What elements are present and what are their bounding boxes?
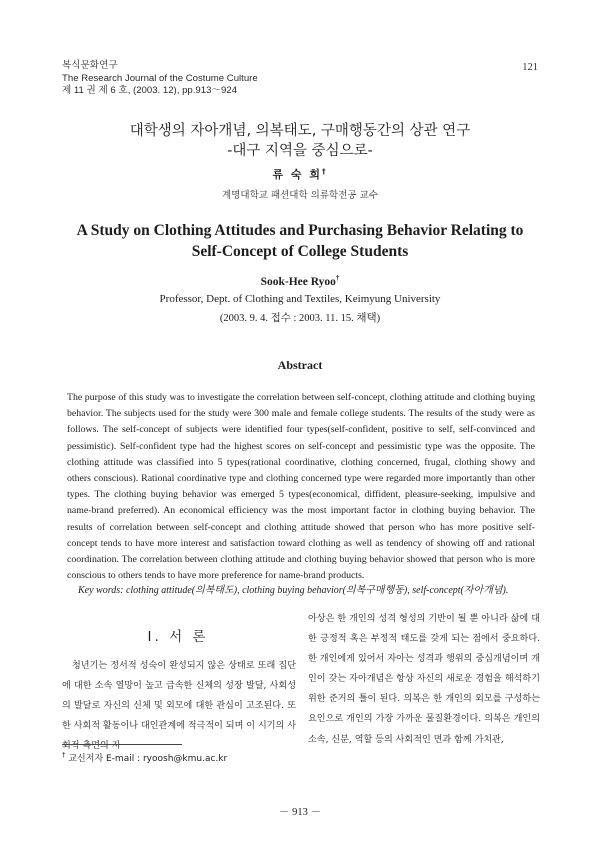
journal-header xyxy=(62,60,258,98)
footnote-divider xyxy=(62,744,182,745)
keywords: Key words: clothing attitude(의복태도), clothing buying behavior(의복구매행동), self-concept(자아개념). xyxy=(78,585,509,596)
abstract-body: The purpose of this study was to investigate the correlation between self-concept, clothing attitude and clothing buying behavior. The subjects used for the study were 300 male and female college students. The results of the study were as follows. The self-concept of subjects were identified four types(self-confident, positive to self, self-convinced and pessimistic). Self-confident type had the highest scores on self-concept and pessimistic type was the opposite. The clothing attitude was classified into 5 types(rational coordinative, clothing concerned, frugal, clothing showy and others conscious). Rational coordinative type and clothing concerned type were regarded more importantly than other types. The clothing buying behavior was emerged 5 types(economical, diffident, pleasure-seeking, impulsive and name-brand preferred). An economical efficiency was the most important factor in clothing buying behavior. The results of correlation between self-concept and clothing attitude showed that person who has more positive self-concept tends to have more interest and satisfaction toward clothing as well as tendency of showing off and rational coordination. The correlation between clothing attitude and clothing buying behavior showed that person who is more conscious to others tends to have more preference for name-brand products. xyxy=(67,392,535,582)
english-affiliation: Professor, Dept. of Clothing and Textiles, Keimyung University xyxy=(159,293,441,305)
english-author-mark: † xyxy=(335,274,340,282)
english-author xyxy=(0,274,600,288)
footnote xyxy=(62,751,227,764)
introduction-right-column: 아상은 한 개인의 성격 형성의 기반이 될 뿐 아니라 삶에 대한 긍정적 혹은 부정적 태도를 갖게 되는 점에서 중요하다. 한 개인에게 있어서 자아는 성격과 행위의 중심개념이며 개인이 갖는 자아개념은 항상 자신의 새로운 경험을 해석하기 위한 준거의 틀이 된다. 의복은 한 개인의 외모를 구성하는 요인으로 개인의 가장 가까운 물질환경이다. 의복은 개인의 소속, 신분, 역할 등의 사회적인 면과 함께 가치관, xyxy=(308,614,540,745)
korean-author xyxy=(0,166,600,182)
footnote-text: 교신저자 E-mail : ryoosh@kmu.ac.kr xyxy=(65,754,228,764)
korean-author-mark: † xyxy=(322,167,328,176)
english-title xyxy=(0,220,600,262)
abstract-heading: Abstract xyxy=(277,358,323,372)
section-heading-introduction: Ⅰ. 서 론 xyxy=(147,629,209,645)
english-title-line1: A Study on Clothing Attitudes and Purchasing Behavior Relating to xyxy=(76,222,524,239)
english-author-name: Sook-Hee Ryoo xyxy=(260,275,336,288)
korean-author-name: 류 숙 희 xyxy=(272,168,323,181)
page-number: 121 xyxy=(522,62,538,73)
introduction-left-column: 청년기는 정서적 성숙이 완성되지 않은 상태로 또래 집단에 대한 소속 열망이 높고 급속한 신체의 성장 발달, 사회성의 발달로 자신의 신체 및 외모에 대한 관심이 고조된다. 또한 사회적 활동이나 대인관계에 적극적이 되며 이 시기의 사회적 측면의 자 xyxy=(62,661,296,752)
korean-title-line1: 대학생의 자아개념, 의복태도, 구매행동간의 상관 연구 xyxy=(129,123,471,139)
received-accepted-dates: (2003. 9. 4. 접수 : 2003. 11. 15. 채택) xyxy=(219,313,381,324)
journal-name-en: The Research Journal of the Costume Culture xyxy=(62,72,258,84)
korean-title-line2: -대구 지역을 중심으로- xyxy=(227,143,373,159)
journal-name-kr: 복식문화연구 xyxy=(62,60,118,71)
english-title-line2: Self-Concept of College Students xyxy=(191,243,409,260)
page-footer-number: － 913 － xyxy=(279,807,321,818)
footnote-mark: † xyxy=(62,751,66,759)
korean-title xyxy=(0,121,600,161)
korean-affiliation: 계명대학교 패션대학 의류학전공 교수 xyxy=(222,190,378,201)
journal-volume: 제 11 권 제 6 호, (2003. 12), pp.913～924 xyxy=(62,85,238,96)
